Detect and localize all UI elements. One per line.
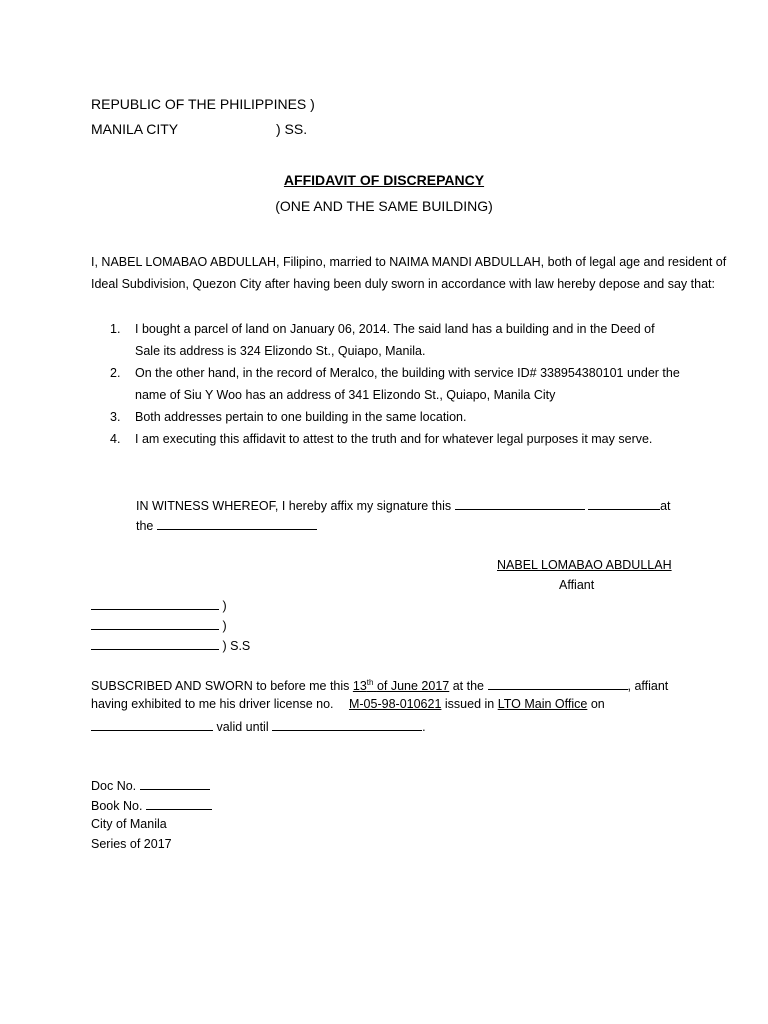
month-blank bbox=[588, 497, 660, 510]
book-no: Book No. bbox=[91, 797, 212, 813]
list-item: 4. I am executing this affidavit to attest to the truth and for whatever legal purposes it may serve. bbox=[110, 432, 653, 446]
witness-the: the bbox=[136, 519, 154, 533]
venue-line-3: ) S.S bbox=[91, 637, 250, 653]
witness-text: IN WITNESS WHEREOF, I hereby affix my signature this bbox=[136, 499, 452, 513]
license-number: M-05-98-010621 bbox=[348, 697, 442, 711]
doc-no-blank bbox=[140, 777, 210, 790]
doc-no: Doc No. bbox=[91, 777, 210, 793]
document-subtitle: (ONE AND THE SAME BUILDING) bbox=[275, 198, 493, 214]
valid-until-blank bbox=[272, 718, 422, 731]
affiant-name: NABEL LOMABAO ABDULLAH bbox=[497, 558, 672, 572]
list-item: 1. I bought a parcel of land on January 06, 2014. The said land has a building and in the Deed of Sale its address is 324 Elizondo St., Quiapo, Manila. bbox=[110, 322, 655, 358]
list-item: 3. Both addresses pertain to one building in the same location. bbox=[110, 410, 467, 424]
license-issuer: LTO Main Office bbox=[497, 697, 588, 711]
witness-line-2 bbox=[136, 517, 317, 533]
jurat-line-3: valid until . bbox=[91, 718, 426, 734]
venue-blank bbox=[91, 597, 219, 610]
item-text: I am executing this affidavit to attest to the truth and for whatever legal purposes it may serve. bbox=[135, 432, 653, 446]
jurat-line-2: having exhibited to me his driver license no. M-05-98-010621 issued in LTO Main Office on bbox=[91, 697, 605, 711]
venue-line-2: ) bbox=[91, 617, 227, 633]
item-text: I bought a parcel of land on January 06, 2014. The said land has a building and in the Deed of Sale its address is 324 Elizondo St., Quiapo, Manila. bbox=[135, 322, 655, 358]
venue-blank bbox=[91, 637, 219, 650]
caption-city: MANILA CITY bbox=[91, 121, 179, 137]
caption-ss: ) SS. bbox=[276, 121, 308, 137]
jurat-line-1: SUBSCRIBED AND SWORN to before me this 13th of June 2017 at the , affiant bbox=[91, 677, 669, 693]
document-title: AFFIDAVIT OF DISCREPANCY bbox=[283, 172, 485, 188]
issue-date-blank bbox=[91, 718, 213, 731]
book-no-blank bbox=[146, 797, 212, 810]
witness-at: at bbox=[660, 499, 671, 513]
item-text: On the other hand, in the record of Meralco, the building with service ID# 338954380101 under the name of Siu Y Woo has an address of 341 Elizondo St., Quiapo, Manila City bbox=[135, 366, 680, 402]
venue-line-1: ) bbox=[91, 597, 227, 613]
place-blank bbox=[157, 517, 317, 530]
jurat-date: 13th of June 2017 bbox=[352, 677, 450, 693]
notarial-city: City of Manila bbox=[91, 817, 167, 831]
list-item: 2. On the other hand, in the record of Meralco, the building with service ID# 338954380101 under the name of Siu Y Woo has an address of 341 Elizondo St., Quiapo, Manila City bbox=[110, 366, 680, 402]
caption-republic: REPUBLIC OF THE PHILIPPINES ) bbox=[91, 96, 315, 112]
date-blank bbox=[455, 497, 585, 510]
item-text: Both addresses pertain to one building in the same location. bbox=[135, 410, 467, 424]
witness-line-1 bbox=[136, 497, 671, 513]
statement-list bbox=[110, 318, 680, 450]
intro-line-1: I, NABEL LOMABAO ABDULLAH, Filipino, married to NAIMA MANDI ABDULLAH, both of legal age and resident of bbox=[91, 255, 727, 269]
jurat-place-blank bbox=[488, 677, 628, 690]
venue-blank bbox=[91, 617, 219, 630]
intro-line-2: Ideal Subdivision, Quezon City after having been duly sworn in accordance with law hereby depose and say that: bbox=[91, 277, 715, 291]
affiant-label: Affiant bbox=[559, 578, 595, 592]
notarial-series: Series of 2017 bbox=[91, 837, 172, 851]
